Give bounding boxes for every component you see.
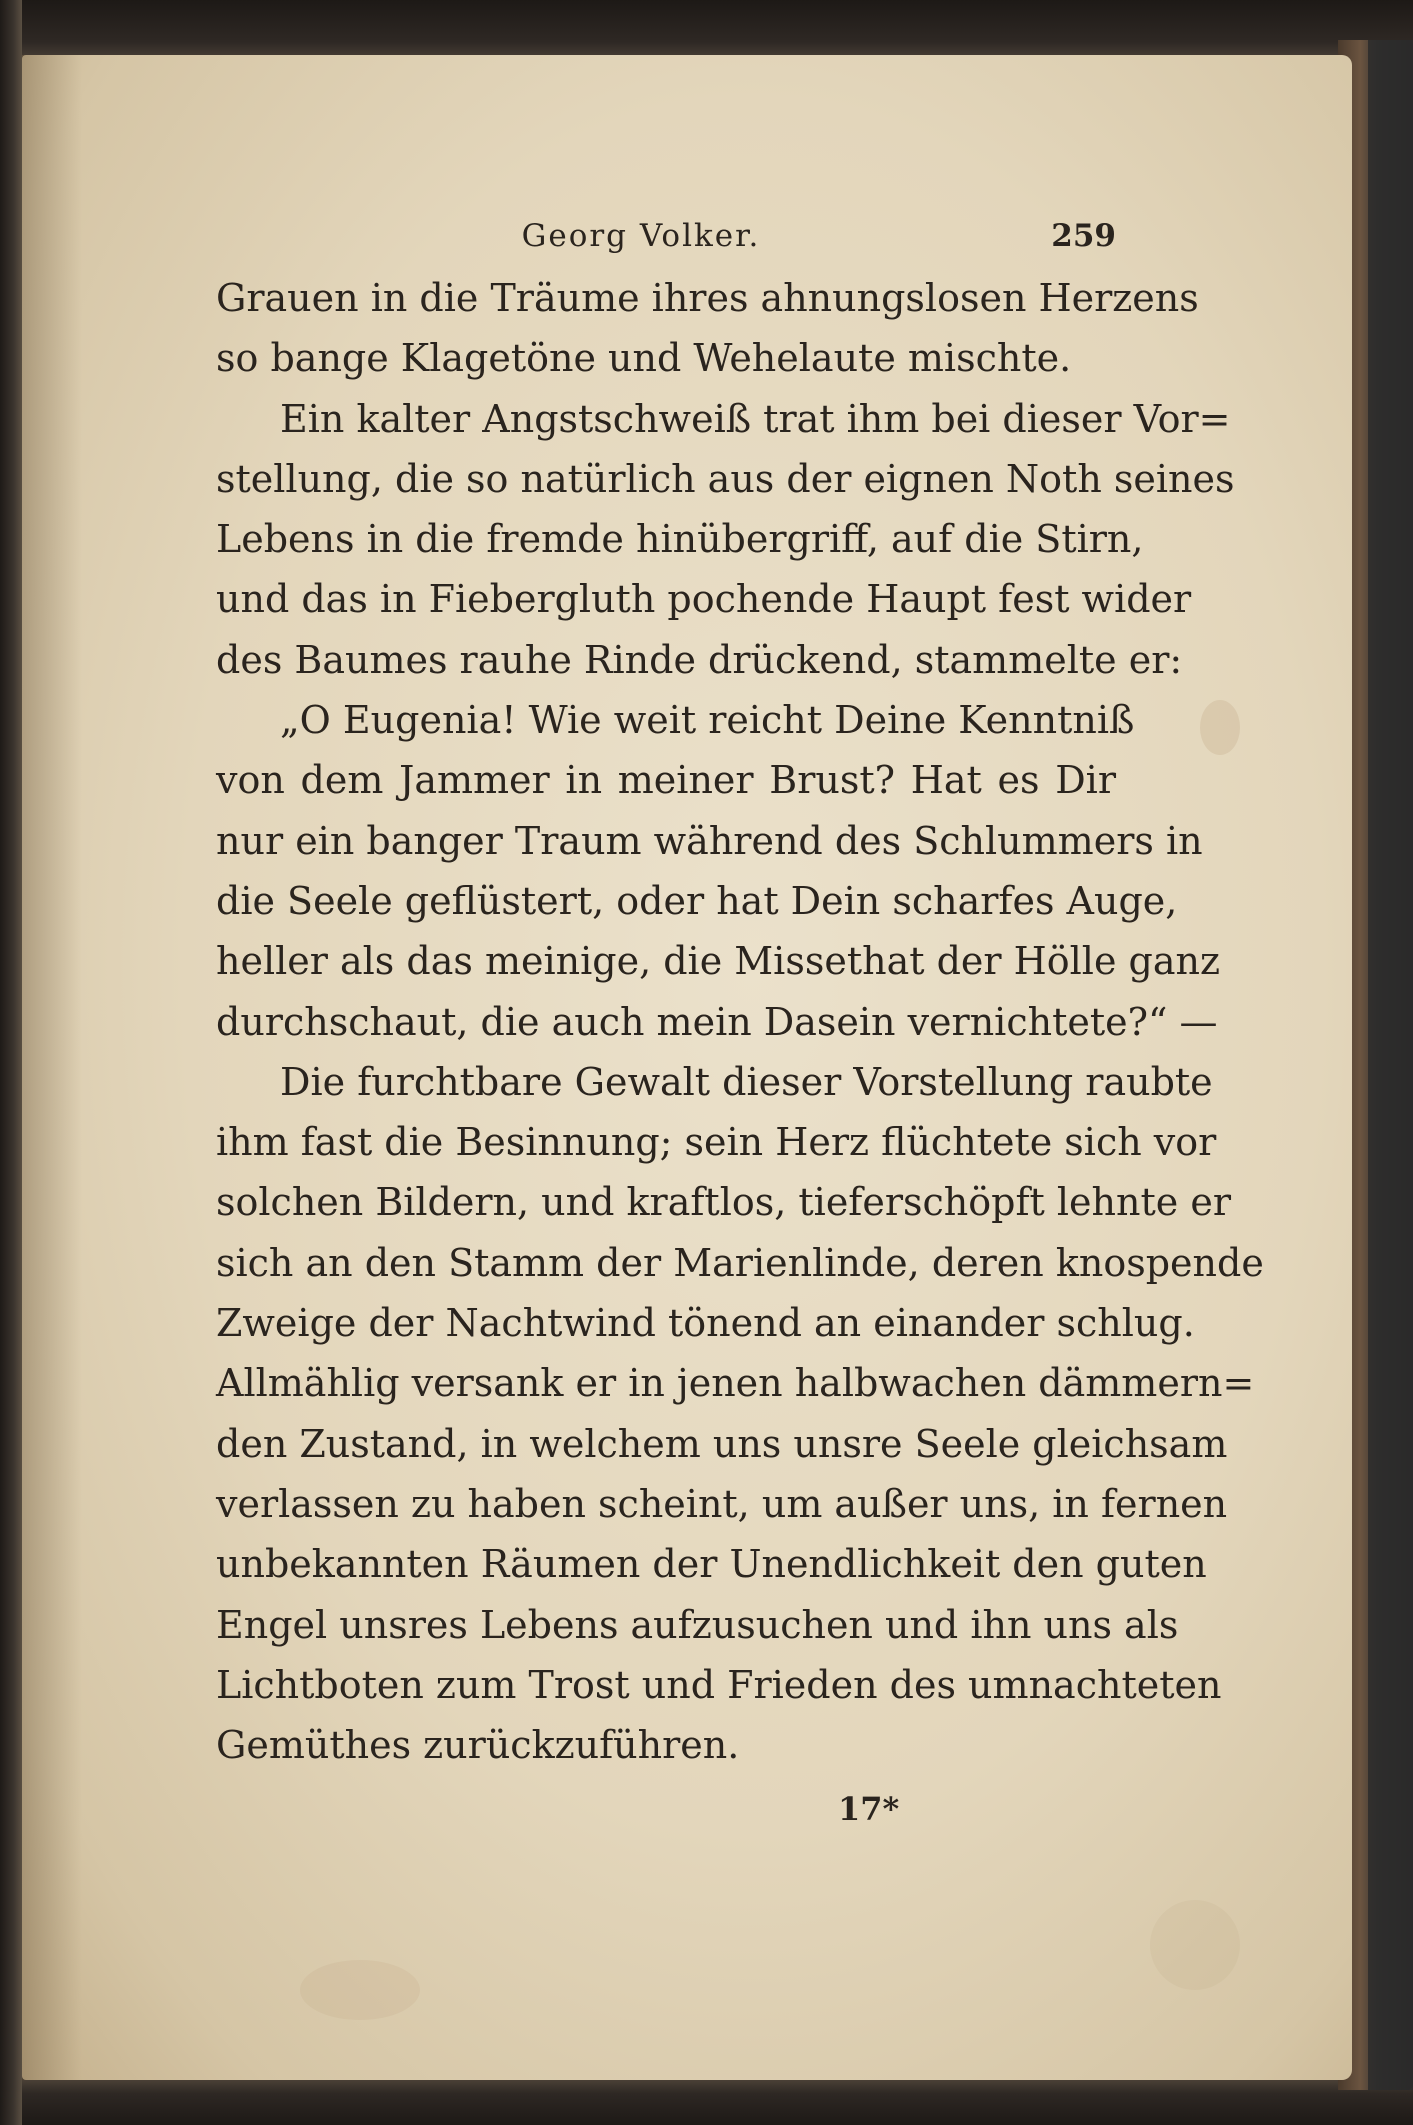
text-line: heller als das meinige, die Missethat der Hölle ganz xyxy=(216,939,1220,984)
text-line: Gemüthes zurückzuführen. xyxy=(216,1723,740,1768)
text-line: verlassen zu haben scheint, um außer uns, in fernen xyxy=(216,1481,1228,1526)
page-number: 259 xyxy=(1051,218,1116,254)
text-line: Allmählig versank er in jenen halbwachen dämmern= xyxy=(216,1361,1255,1406)
paper-stain xyxy=(1200,700,1240,755)
text-line: den Zustand, in welchem uns unsre Seele gleichsam xyxy=(216,1421,1228,1466)
top-edge xyxy=(0,0,1413,60)
text-line: durchschaut, die auch mein Dasein vernichtete?“ — xyxy=(216,999,1218,1044)
text-line: Engel unsres Lebens aufzusuchen und ihn uns als xyxy=(216,1602,1179,1647)
text-line: von dem Jammer in meiner Brust? Hat es Dir xyxy=(216,758,1116,803)
text-line: so bange Klagetöne und Wehelaute mischte. xyxy=(216,336,1072,381)
signature-mark: 17* xyxy=(838,1790,900,1828)
text-line: Lichtboten zum Trost und Frieden des umnachteten xyxy=(216,1662,1222,1707)
text-line: Lebens in die fremde hinübergriff, auf die Stirn, xyxy=(216,517,1144,562)
body-text xyxy=(216,268,1264,1775)
bottom-edge xyxy=(0,2080,1413,2125)
text-line: solchen Bildern, und kraftlos, tieferschöpft lehnte er xyxy=(216,1180,1231,1225)
text-line: sich an den Stamm der Marienlinde, deren knospende xyxy=(216,1240,1264,1285)
text-line: unbekannten Räumen der Unendlichkeit den guten xyxy=(216,1542,1207,1587)
text-line: Zweige der Nachtwind tönend an einander schlug. xyxy=(216,1301,1195,1346)
text-line: stellung, die so natürlich aus der eignen Noth seines xyxy=(216,456,1235,501)
paper-stain xyxy=(1150,1900,1240,1990)
binding-edge xyxy=(0,0,22,2125)
running-title: Georg Volker. xyxy=(521,218,761,254)
text-line: ihm fast die Besinnung; sein Herz flüchtete sich vor xyxy=(216,1120,1217,1165)
page-text-block xyxy=(216,212,1264,1775)
text-line: und das in Fiebergluth pochende Haupt fest wider xyxy=(216,577,1192,622)
text-line: Grauen in die Träume ihres ahnungslosen Herzens xyxy=(216,276,1199,320)
text-line: „O Eugenia! Wie weit reicht Deine Kenntniß xyxy=(280,698,1135,743)
paper-stain xyxy=(300,1960,420,2020)
gutter-shadow xyxy=(22,55,82,2080)
text-line: des Baumes rauhe Rinde drückend, stammelte er: xyxy=(216,637,1183,682)
text-line: Die furchtbare Gewalt dieser Vorstellung raubte xyxy=(280,1059,1213,1104)
text-line: Ein kalter Angstschweiß trat ihm bei dieser Vor= xyxy=(280,396,1231,441)
running-head xyxy=(216,212,1116,264)
text-line: die Seele geflüstert, oder hat Dein scharfes Auge, xyxy=(216,878,1178,923)
text-line: nur ein banger Traum während des Schlummers in xyxy=(216,818,1203,863)
